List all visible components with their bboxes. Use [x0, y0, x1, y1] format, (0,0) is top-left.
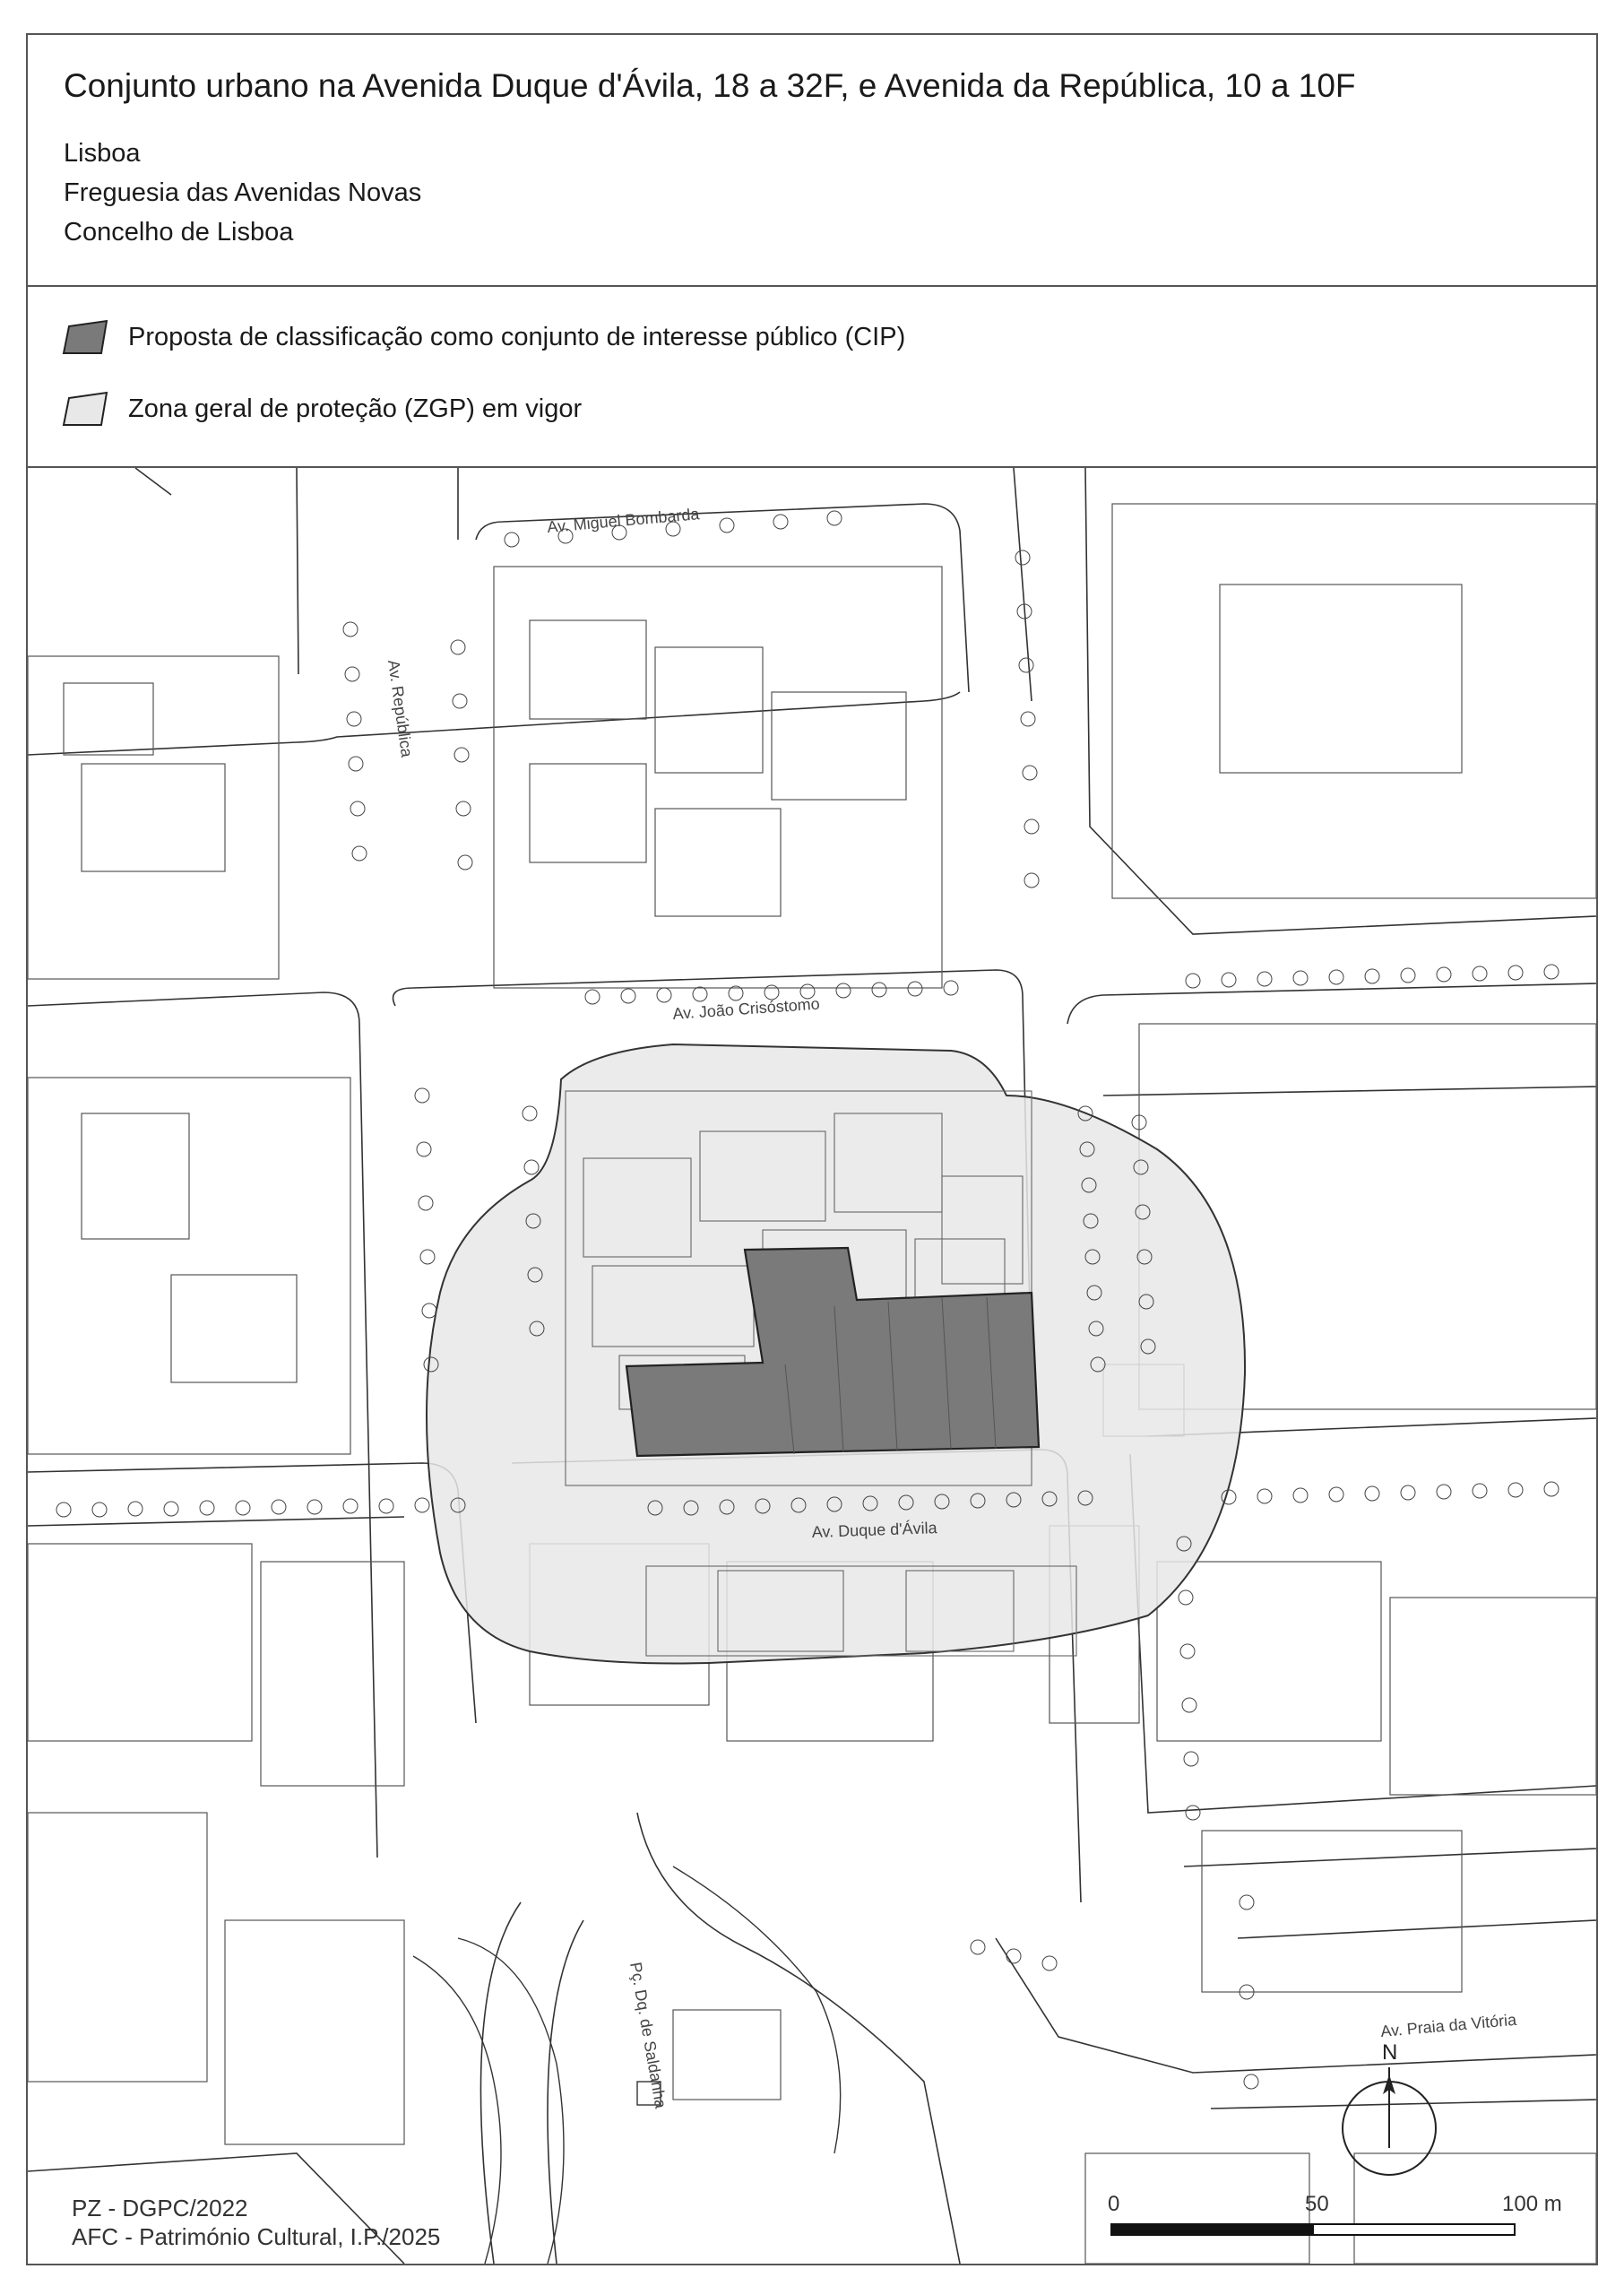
scale-bar	[1108, 2192, 1562, 2246]
location-municipality: Concelho de Lisboa	[64, 218, 294, 247]
street-label-duque-avila: Av. Duque d'Ávila	[811, 1519, 937, 1541]
legend-panel	[26, 287, 1598, 468]
footer-line-1: PZ - DGPC/2022	[72, 2195, 248, 2221]
street-label-saldanha: Pç. Dq. de Saldanha	[626, 1961, 670, 2110]
location-parish: Freguesia das Avenidas Novas	[64, 178, 422, 207]
zgp-swatch-icon	[62, 391, 108, 427]
scale-bar-graphic	[1108, 2192, 1529, 2246]
street-label-praia-vitoria: Av. Praia da Vitória	[1379, 2010, 1517, 2040]
footer-line-2: AFC - Património Cultural, I.P./2025	[72, 2223, 441, 2250]
street-label-republica: Av. República	[384, 658, 417, 758]
map-canvas[interactable]	[28, 468, 1596, 2264]
street-label-joao-crisostomo: Av. João Crisóstomo	[671, 994, 821, 1023]
north-arrow	[1335, 2040, 1443, 2184]
location-city: Lisboa	[64, 139, 141, 168]
scale-label-0: 0	[1108, 2192, 1120, 2216]
map-title: Conjunto urbano na Avenida Duque d'Ávila, 18 a 32F, e Avenida da República, 10 a 10F	[64, 67, 1356, 104]
legend-label-cip: Proposta de classificação como conjunto de interesse público (CIP)	[128, 322, 906, 351]
legend-label-zgp: Zona geral de proteção (ZGP) em vigor	[128, 394, 583, 423]
header-panel	[26, 33, 1598, 287]
legend-item-zgp	[62, 389, 582, 429]
north-label: N	[1382, 2040, 1398, 2065]
street-label-miguel-bombarda: Av. Miguel Bombarda	[546, 505, 701, 536]
scale-label-50: 50	[1305, 2192, 1329, 2216]
legend-item-cip	[62, 317, 905, 357]
map-svg	[28, 468, 1596, 2264]
cip-swatch-icon	[62, 319, 108, 355]
scale-label-100: 100 m	[1502, 2192, 1562, 2216]
